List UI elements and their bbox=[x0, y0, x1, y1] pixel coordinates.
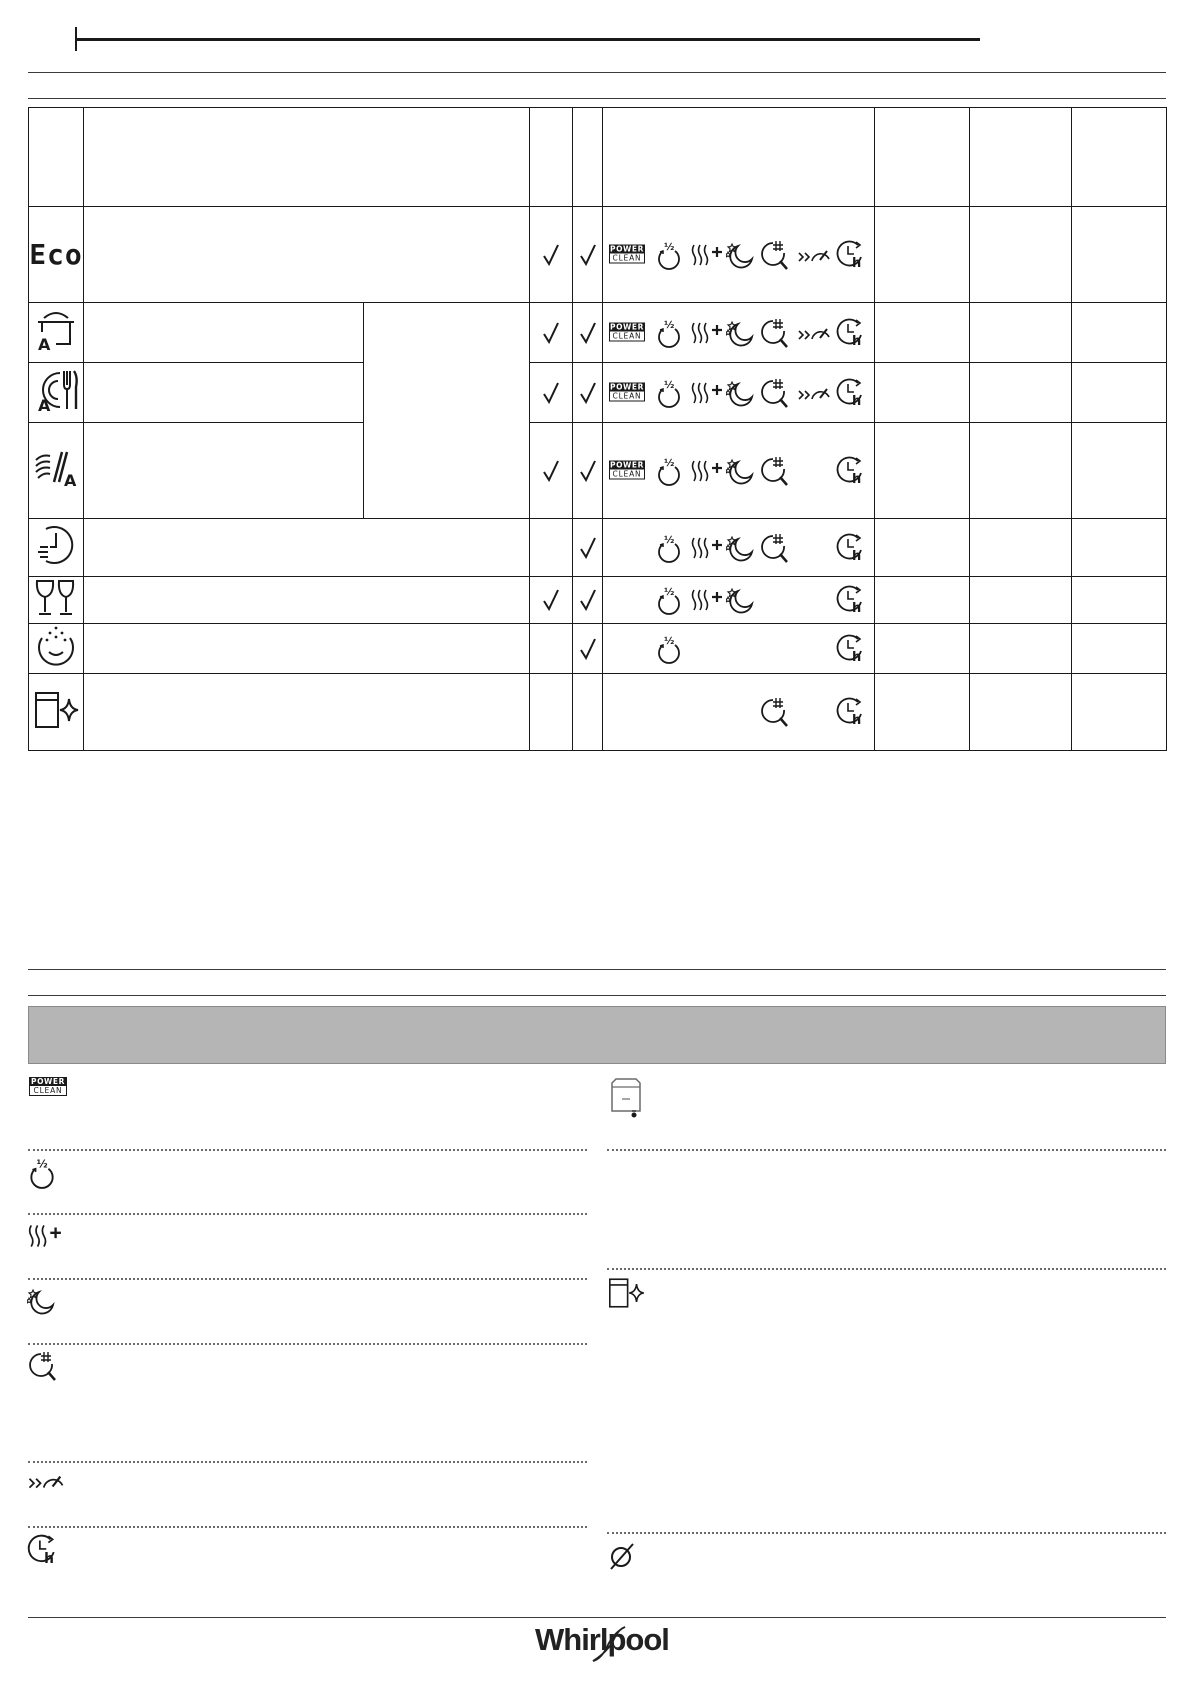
data-cell bbox=[875, 674, 970, 751]
check-cell bbox=[573, 207, 603, 303]
program-description-cell bbox=[84, 207, 530, 303]
svg-text:½: ½ bbox=[664, 241, 675, 253]
data-cell bbox=[970, 519, 1072, 577]
section-rule bbox=[28, 98, 1166, 99]
self-clean-icon bbox=[606, 1276, 646, 1315]
check-icon bbox=[579, 589, 597, 611]
dishwasher-outline-icon bbox=[608, 1077, 642, 1126]
extra-dry-icon bbox=[690, 535, 724, 561]
check-cell bbox=[573, 363, 603, 423]
check-cell bbox=[573, 423, 603, 519]
header-cell bbox=[573, 108, 603, 207]
power-clean-icon: POWER CLEAN bbox=[609, 460, 645, 478]
table-row bbox=[29, 577, 1167, 624]
extra-dry-icon bbox=[690, 242, 724, 268]
power-clean-icon: POWER CLEAN bbox=[609, 244, 645, 262]
svg-text:h: h bbox=[44, 1550, 54, 1567]
turbo-icon bbox=[27, 1470, 65, 1497]
svg-text:½: ½ bbox=[664, 635, 675, 647]
program-description-cell bbox=[84, 519, 530, 577]
header-cell bbox=[875, 108, 970, 207]
check-cell bbox=[573, 624, 603, 674]
check-icon bbox=[579, 382, 597, 404]
hygiene-plus-icon bbox=[759, 317, 789, 349]
prewash-icon bbox=[34, 624, 78, 668]
check-icon bbox=[579, 322, 597, 344]
half-load-icon bbox=[655, 378, 683, 408]
plate-auto-normal-icon bbox=[34, 367, 78, 413]
night-quiet-icon bbox=[726, 457, 756, 485]
options-cell bbox=[603, 624, 875, 674]
delay-start-icon bbox=[835, 377, 865, 409]
hygiene-plus-icon bbox=[759, 455, 789, 487]
svg-text:½: ½ bbox=[664, 379, 675, 391]
data-cell bbox=[875, 363, 970, 423]
program-icon-cell bbox=[29, 207, 84, 303]
night-quiet-icon bbox=[726, 379, 756, 407]
data-cell bbox=[970, 303, 1072, 363]
header-cell bbox=[1072, 108, 1167, 207]
not-allowed-icon bbox=[607, 1541, 637, 1576]
data-cell bbox=[970, 624, 1072, 674]
hygiene-plus-icon bbox=[759, 532, 789, 564]
half-load-icon bbox=[27, 1157, 57, 1194]
quick-wash-icon bbox=[34, 523, 78, 567]
divider bbox=[28, 1526, 587, 1528]
night-quiet-icon bbox=[27, 1287, 57, 1320]
svg-text:h: h bbox=[852, 713, 862, 728]
extra-dry-icon bbox=[690, 587, 724, 613]
divider bbox=[28, 1213, 587, 1215]
table-row bbox=[29, 207, 1167, 303]
options-cell bbox=[603, 207, 875, 303]
extra-dry-icon bbox=[690, 458, 724, 484]
eco-text-icon: Eco bbox=[29, 238, 83, 271]
data-cell bbox=[875, 519, 970, 577]
night-quiet-icon bbox=[726, 534, 756, 562]
data-cell bbox=[1072, 674, 1167, 751]
header-cell bbox=[970, 108, 1072, 207]
data-cell bbox=[970, 363, 1072, 423]
delay-start-icon bbox=[835, 696, 865, 728]
pot-auto-intensive-icon bbox=[34, 308, 78, 352]
table-row bbox=[29, 624, 1167, 674]
check-icon bbox=[542, 322, 560, 344]
options-cell bbox=[603, 423, 875, 519]
data-cell bbox=[970, 577, 1072, 624]
program-icon-cell bbox=[29, 519, 84, 577]
data-cell bbox=[1072, 423, 1167, 519]
program-group-cell bbox=[364, 303, 530, 519]
divider bbox=[28, 1343, 587, 1345]
check-icon bbox=[579, 638, 597, 660]
check-cell bbox=[573, 674, 603, 751]
section-rule bbox=[28, 995, 1166, 996]
table-row bbox=[29, 674, 1167, 751]
data-cell bbox=[1072, 363, 1167, 423]
check-icon bbox=[579, 537, 597, 559]
table-row bbox=[29, 363, 1167, 423]
extra-dry-icon bbox=[690, 320, 724, 346]
hygiene-plus-icon bbox=[759, 377, 789, 409]
data-cell bbox=[875, 624, 970, 674]
check-cell bbox=[573, 577, 603, 624]
night-quiet-icon bbox=[726, 586, 756, 614]
check-cell bbox=[530, 363, 573, 423]
half-load-icon bbox=[655, 585, 683, 615]
check-cell bbox=[573, 303, 603, 363]
svg-text:h: h bbox=[852, 601, 862, 616]
whirlpool-logo: Whirlpool bbox=[535, 1617, 659, 1663]
data-cell bbox=[875, 577, 970, 624]
data-cell bbox=[970, 674, 1072, 751]
check-icon bbox=[542, 589, 560, 611]
data-cell bbox=[970, 423, 1072, 519]
delay-start-icon bbox=[835, 532, 865, 564]
check-cell bbox=[530, 674, 573, 751]
options-cell bbox=[603, 577, 875, 624]
hygiene-plus-icon bbox=[759, 696, 789, 728]
check-cell bbox=[530, 303, 573, 363]
delay-start-icon bbox=[835, 455, 865, 487]
data-cell bbox=[970, 207, 1072, 303]
program-icon-cell bbox=[29, 363, 84, 423]
table-row bbox=[29, 423, 1167, 519]
svg-text:A: A bbox=[64, 471, 77, 488]
options-cell bbox=[603, 303, 875, 363]
header-cell bbox=[29, 108, 84, 207]
check-icon bbox=[542, 460, 560, 482]
svg-text:h: h bbox=[852, 471, 862, 487]
check-cell bbox=[530, 577, 573, 624]
turbo-icon bbox=[797, 245, 831, 265]
data-cell bbox=[1072, 577, 1167, 624]
section-rule bbox=[28, 72, 1166, 73]
header-cell bbox=[603, 108, 875, 207]
programme-table bbox=[28, 107, 1167, 751]
program-description-cell bbox=[84, 423, 364, 519]
hygiene-plus-icon bbox=[27, 1350, 57, 1387]
delay-start-icon bbox=[835, 633, 865, 665]
program-description-cell bbox=[84, 624, 530, 674]
svg-text:h: h bbox=[852, 333, 862, 349]
power-clean-icon: POWER CLEAN bbox=[609, 322, 645, 340]
svg-text:½: ½ bbox=[664, 457, 675, 469]
half-load-icon bbox=[655, 318, 683, 348]
divider bbox=[28, 1278, 587, 1280]
check-cell bbox=[530, 624, 573, 674]
program-description-cell bbox=[84, 363, 364, 423]
data-cell bbox=[1072, 303, 1167, 363]
program-icon-cell bbox=[29, 303, 84, 363]
half-load-icon bbox=[655, 634, 683, 664]
half-load-icon bbox=[655, 240, 683, 270]
program-icon-cell bbox=[29, 624, 84, 674]
data-cell bbox=[875, 207, 970, 303]
crystal-glasses-icon bbox=[33, 578, 79, 618]
check-icon bbox=[542, 382, 560, 404]
svg-text:h: h bbox=[852, 393, 862, 409]
turbo-icon bbox=[797, 323, 831, 343]
delay-start-icon bbox=[835, 317, 865, 349]
program-icon-cell bbox=[29, 577, 84, 624]
options-title-band bbox=[28, 1006, 1166, 1064]
options-cell bbox=[603, 674, 875, 751]
svg-text:h: h bbox=[852, 649, 862, 665]
self-clean-icon bbox=[32, 689, 80, 731]
data-cell bbox=[1072, 207, 1167, 303]
data-cell bbox=[875, 303, 970, 363]
options-cell bbox=[603, 519, 875, 577]
header-rule bbox=[75, 38, 980, 41]
night-quiet-icon bbox=[726, 241, 756, 269]
table-row bbox=[29, 303, 1167, 363]
delay-start-icon bbox=[835, 584, 865, 616]
half-load-icon bbox=[655, 533, 683, 563]
divider bbox=[607, 1532, 1166, 1534]
power-clean-icon: POWER CLEAN bbox=[609, 382, 645, 400]
program-description-cell bbox=[84, 577, 530, 624]
svg-text:½: ½ bbox=[664, 534, 675, 546]
check-cell bbox=[530, 207, 573, 303]
header-cell bbox=[530, 108, 573, 207]
extra-dry-icon bbox=[27, 1222, 63, 1255]
night-quiet-icon bbox=[726, 319, 756, 347]
table-header-row bbox=[29, 108, 1167, 207]
check-cell bbox=[530, 519, 573, 577]
data-cell bbox=[875, 423, 970, 519]
data-cell bbox=[1072, 519, 1167, 577]
turbo-icon bbox=[797, 383, 831, 403]
svg-text:½: ½ bbox=[36, 1157, 48, 1171]
power-clean-icon: POWER CLEAN bbox=[30, 1077, 66, 1095]
divider bbox=[28, 1149, 587, 1151]
svg-text:½: ½ bbox=[664, 587, 675, 598]
svg-text:h: h bbox=[852, 548, 862, 564]
check-cell bbox=[573, 519, 603, 577]
data-cell bbox=[1072, 624, 1167, 674]
half-load-icon bbox=[655, 456, 683, 486]
svg-text:½: ½ bbox=[664, 319, 675, 331]
program-description-cell bbox=[84, 674, 530, 751]
program-description-cell bbox=[84, 303, 364, 363]
divider bbox=[607, 1149, 1166, 1151]
svg-text:A: A bbox=[38, 335, 51, 352]
hygiene-plus-icon bbox=[759, 239, 789, 271]
divider bbox=[607, 1268, 1166, 1270]
svg-text:h: h bbox=[852, 255, 862, 271]
program-icon-cell bbox=[29, 423, 84, 519]
header-cell bbox=[84, 108, 530, 207]
divider bbox=[28, 1461, 587, 1463]
svg-text:A: A bbox=[38, 396, 51, 413]
check-icon bbox=[579, 244, 597, 266]
check-icon bbox=[542, 244, 560, 266]
extra-dry-icon bbox=[690, 380, 724, 406]
delay-start-icon bbox=[26, 1533, 58, 1572]
table-row bbox=[29, 519, 1167, 577]
check-icon bbox=[579, 460, 597, 482]
delay-start-icon bbox=[835, 239, 865, 271]
glasses-auto-delicate-icon bbox=[32, 448, 80, 488]
options-cell bbox=[603, 363, 875, 423]
check-cell bbox=[530, 423, 573, 519]
section-rule bbox=[28, 969, 1166, 970]
program-icon-cell bbox=[29, 674, 84, 751]
